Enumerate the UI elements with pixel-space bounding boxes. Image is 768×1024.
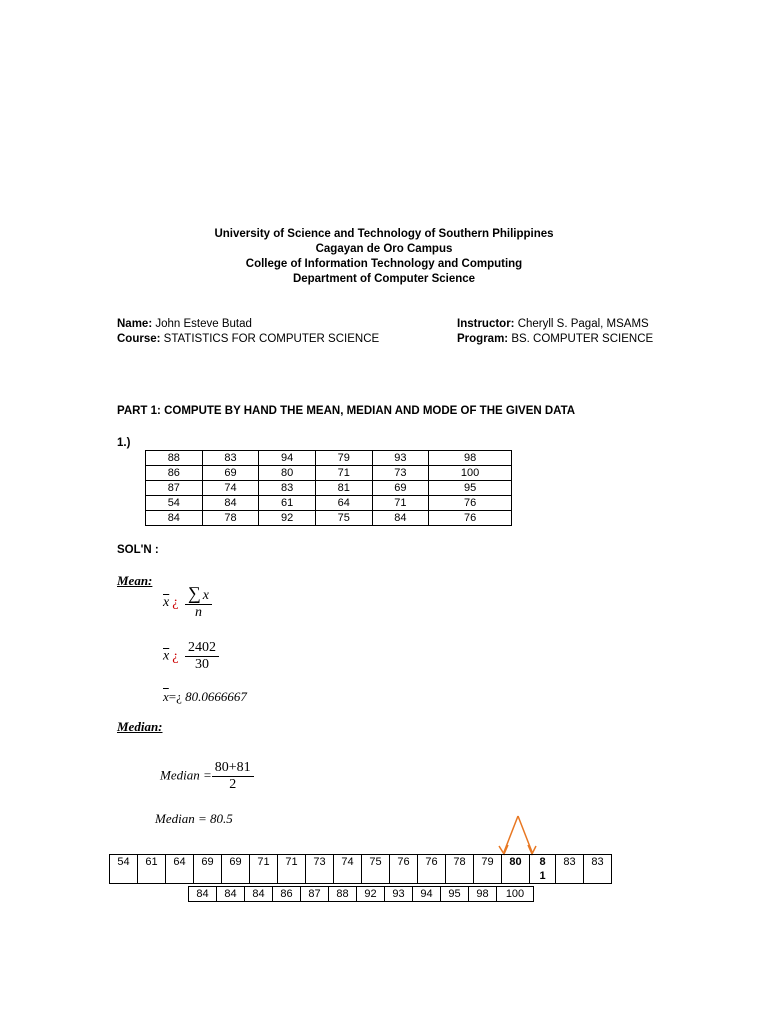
- median-result: Median = 80.5: [155, 811, 233, 826]
- table-cell: 79: [315, 451, 372, 466]
- table-row: [146, 496, 512, 511]
- sorted-cell: 75: [362, 855, 390, 884]
- table-cell: 75: [315, 511, 372, 526]
- sorted-cell: 8 1: [530, 855, 556, 884]
- xbar-symbol: $\overline{x}$: [163, 595, 170, 611]
- table-cell: 83: [202, 451, 259, 466]
- table-row: [146, 481, 512, 496]
- sorted-cell: 83: [556, 855, 584, 884]
- sorted-cell: 69: [222, 855, 250, 884]
- university-name: University of Science and Technology of Southern Philippines: [214, 228, 554, 240]
- sorted-row-1: [109, 854, 612, 884]
- right-arrow-line: [518, 816, 532, 852]
- sorted-cell: 93: [385, 887, 413, 902]
- table-cell: 78: [202, 511, 259, 526]
- student-info: [117, 317, 379, 347]
- sorted-row-2: [188, 886, 534, 902]
- table-row: [146, 511, 512, 526]
- program-value: BS. COMPUTER SCIENCE: [508, 333, 654, 345]
- course-value: STATISTICS FOR COMPUTER SCIENCE: [160, 333, 380, 345]
- sorted-cell: 84: [217, 887, 245, 902]
- table-cell: 95: [429, 481, 512, 496]
- table-row: [146, 451, 512, 466]
- sum-value: 2402: [185, 640, 219, 657]
- table-cell: 93: [372, 451, 429, 466]
- median-arrows: [496, 812, 546, 858]
- right-arrow-head: [528, 845, 536, 854]
- mean-denom: n: [194, 605, 202, 620]
- mean-result: [163, 689, 247, 705]
- solution-label: SOL'N :: [117, 544, 159, 556]
- table-cell: 100: [429, 466, 512, 481]
- sorted-cell: 98: [469, 887, 497, 902]
- table-cell: 71: [372, 496, 429, 511]
- sorted-cell: 84: [245, 887, 273, 902]
- document-header: [0, 227, 768, 287]
- sorted-cell: 69: [194, 855, 222, 884]
- table-cell: 84: [202, 496, 259, 511]
- table-cell: 84: [372, 511, 429, 526]
- course-label: Course:: [117, 333, 161, 345]
- sorted-cell: 71: [278, 855, 306, 884]
- sorted-cell: 79: [474, 855, 502, 884]
- sorted-cell: 100: [497, 887, 534, 902]
- sorted-cell: 78: [446, 855, 474, 884]
- sum-symbol: ∑: [187, 583, 201, 603]
- table-cell: 87: [146, 481, 203, 496]
- left-arrow-head: [499, 845, 508, 854]
- table-cell: 74: [202, 481, 259, 496]
- table-cell: 69: [372, 481, 429, 496]
- table-cell: 61: [259, 496, 316, 511]
- table-cell: 73: [372, 466, 429, 481]
- sorted-cell: 87: [301, 887, 329, 902]
- table-cell: 71: [315, 466, 372, 481]
- table-cell: 98: [429, 451, 512, 466]
- left-arrow-line: [504, 816, 518, 852]
- mean-substitution: [163, 640, 219, 673]
- name-label: Name:: [117, 318, 153, 330]
- data-table: [145, 450, 512, 526]
- instructor-value: Cheryll S. Pagal, MSAMS: [514, 318, 649, 330]
- item-number: 1.): [117, 437, 131, 449]
- sorted-cell: 61: [138, 855, 166, 884]
- table-cell: 76: [429, 511, 512, 526]
- sorted-cell: 95: [441, 887, 469, 902]
- xbar-symbol-2: $\overline{x}$: [163, 648, 170, 664]
- sorted-cell: 76: [390, 855, 418, 884]
- part-title: PART 1: COMPUTE BY HAND THE MEAN, MEDIAN AND MODE OF THE GIVEN DATA: [117, 405, 576, 417]
- name-value: John Esteve Butad: [152, 318, 252, 330]
- table-cell: 80: [259, 466, 316, 481]
- mean-result-value: 80.0666667: [181, 689, 247, 704]
- table-cell: 86: [146, 466, 203, 481]
- median-label: Median:: [117, 719, 163, 734]
- sorted-cell: 71: [250, 855, 278, 884]
- sorted-cell: 84: [189, 887, 217, 902]
- sorted-cell: 92: [357, 887, 385, 902]
- mean-label: Mean:: [117, 573, 153, 588]
- sorted-cell: 83: [584, 855, 612, 884]
- college-name: College of Information Technology and Computing: [245, 258, 523, 270]
- instructor-info: [457, 317, 653, 347]
- table-cell: 83: [259, 481, 316, 496]
- table-cell: 94: [259, 451, 316, 466]
- sorted-cell: 54: [110, 855, 138, 884]
- mean-q-2: ¿: [172, 648, 179, 664]
- median-denominator: 2: [229, 777, 237, 792]
- mean-result-prefix: =¿: [168, 689, 182, 704]
- department-name: Department of Computer Science: [292, 273, 476, 285]
- table-cell: 64: [315, 496, 372, 511]
- sum-var: x: [202, 588, 209, 603]
- table-row: [146, 466, 512, 481]
- median-numerator: 80+81: [212, 760, 254, 777]
- mean-q: ¿: [172, 595, 179, 611]
- sorted-cell: 86: [273, 887, 301, 902]
- sorted-cell: 73: [306, 855, 334, 884]
- sorted-cell: 94: [413, 887, 441, 902]
- table-cell: 69: [202, 466, 259, 481]
- program-label: Program:: [457, 333, 509, 345]
- sorted-cell: 80: [502, 855, 530, 884]
- table-cell: 81: [315, 481, 372, 496]
- count-value: 30: [194, 657, 209, 672]
- table-cell: 84: [146, 511, 203, 526]
- sorted-cell: 76: [418, 855, 446, 884]
- median-formula: [160, 760, 254, 793]
- sorted-cell: 74: [334, 855, 362, 884]
- table-cell: 76: [429, 496, 512, 511]
- mean-formula: [163, 585, 212, 621]
- table-cell: 88: [146, 451, 203, 466]
- median-formula-label: Median =: [160, 767, 212, 783]
- table-cell: 92: [259, 511, 316, 526]
- xbar-symbol-3: $\overline{x}$: [163, 689, 169, 704]
- sorted-cell: 64: [166, 855, 194, 884]
- table-cell: 54: [146, 496, 203, 511]
- campus-name: Cagayan de Oro Campus: [315, 243, 453, 255]
- instructor-label: Instructor:: [457, 318, 515, 330]
- sorted-cell: 88: [329, 887, 357, 902]
